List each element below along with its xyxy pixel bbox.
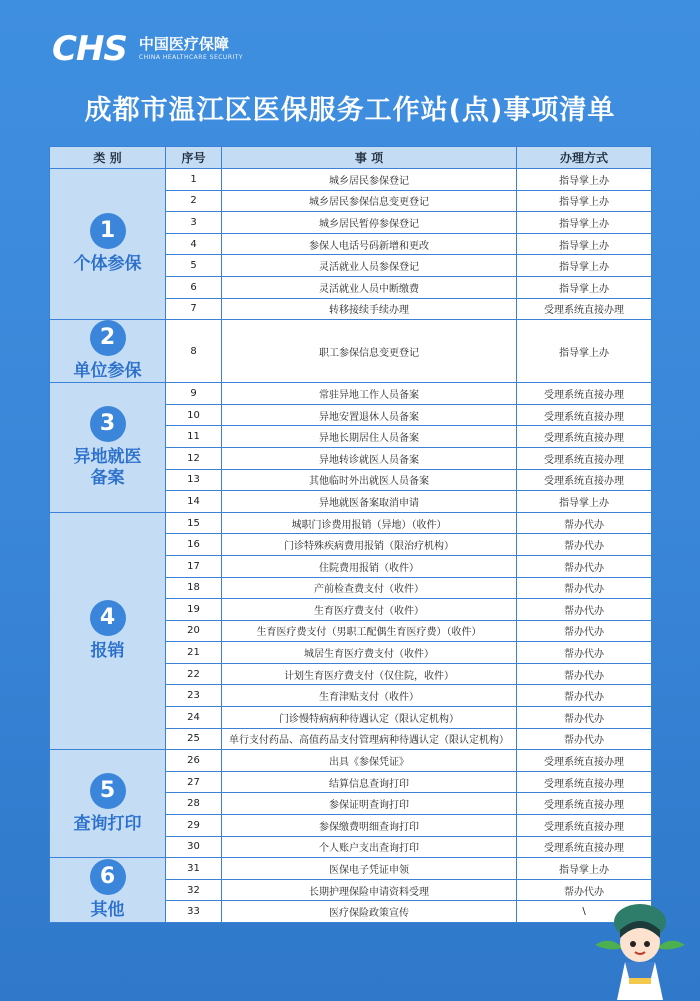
service-list-table-container — [49, 146, 651, 923]
row-number-cell: 4 — [166, 233, 222, 255]
category-cell — [50, 858, 166, 923]
category-number-badge: 6 — [90, 859, 126, 895]
row-number-cell: 22 — [166, 663, 222, 685]
method-cell: 帮办代办 — [517, 555, 652, 577]
item-cell: 住院费用报销（收件） — [222, 555, 517, 577]
item-cell: 其他临时外出就医人员备案 — [222, 469, 517, 491]
table-row — [50, 858, 652, 880]
row-number-cell: 26 — [166, 750, 222, 772]
table-row — [50, 512, 652, 534]
category-label: 其他 — [90, 900, 125, 921]
category-number-badge: 2 — [90, 320, 126, 356]
item-cell: 长期护理保险申请资料受理 — [222, 879, 517, 901]
row-number-cell: 8 — [166, 320, 222, 383]
row-number-cell: 24 — [166, 707, 222, 729]
method-cell: 指导掌上办 — [517, 255, 652, 277]
row-number-cell: 21 — [166, 642, 222, 664]
item-cell: 城乡居民暂停参保登记 — [222, 212, 517, 234]
item-cell: 灵活就业人员中断缴费 — [222, 276, 517, 298]
category-cell — [50, 512, 166, 750]
category-label: 备案 — [90, 467, 125, 488]
row-number-cell: 10 — [166, 404, 222, 426]
row-number-cell: 5 — [166, 255, 222, 277]
method-cell: 指导掌上办 — [517, 320, 652, 383]
category-label: 查询打印 — [73, 813, 142, 834]
table-row — [50, 750, 652, 772]
row-number-cell: 28 — [166, 793, 222, 815]
row-number-cell: 31 — [166, 858, 222, 880]
method-cell: 受理系统直接办理 — [517, 469, 652, 491]
column-header-category: 类 别 — [50, 147, 166, 169]
table-row — [50, 169, 652, 191]
item-cell: 医疗保险政策宣传 — [222, 901, 517, 923]
item-cell: 生育津贴支付（收件） — [222, 685, 517, 707]
item-cell: 异地就医备案取消申请 — [222, 491, 517, 513]
row-number-cell: 27 — [166, 771, 222, 793]
row-number-cell: 2 — [166, 190, 222, 212]
row-number-cell: 1 — [166, 169, 222, 191]
page-title: 成都市温江区医保服务工作站(点)事项清单 — [84, 95, 616, 126]
method-cell: 受理系统直接办理 — [517, 404, 652, 426]
category-number-badge: 5 — [90, 773, 126, 809]
method-cell: 受理系统直接办理 — [517, 426, 652, 448]
logo-english-name: CHINA HEALTHCARE SECURITY — [138, 54, 244, 61]
category-cell — [50, 320, 166, 383]
row-number-cell: 17 — [166, 555, 222, 577]
row-number-cell: 11 — [166, 426, 222, 448]
logo-chinese-name: 中国医疗保障 — [138, 35, 229, 53]
row-number-cell: 3 — [166, 212, 222, 234]
method-cell: 受理系统直接办理 — [517, 771, 652, 793]
column-header-method: 办理方式 — [517, 147, 652, 169]
method-cell: 帮办代办 — [517, 879, 652, 901]
method-cell: 帮办代办 — [517, 642, 652, 664]
category-cell — [50, 750, 166, 858]
item-cell: 门诊慢特病病种待遇认定（限认定机构） — [222, 707, 517, 729]
method-cell: 帮办代办 — [517, 577, 652, 599]
table-body — [50, 169, 652, 923]
item-cell: 单行支付药品、高值药品支付管理病种待遇认定（限认定机构） — [222, 728, 517, 750]
table-row — [50, 320, 652, 383]
column-header-item: 事 项 — [222, 147, 517, 169]
category-label: 异地就医 — [73, 446, 142, 467]
item-cell: 结算信息查询打印 — [222, 771, 517, 793]
item-cell: 计划生育医疗费支付（仅住院，收件） — [222, 663, 517, 685]
item-cell: 参保证明查询打印 — [222, 793, 517, 815]
method-cell: \ — [517, 901, 652, 923]
category-label: 个体参保 — [73, 254, 142, 275]
logo-mark: CHS — [52, 29, 127, 69]
method-cell: 帮办代办 — [517, 663, 652, 685]
item-cell: 医保电子凭证申领 — [222, 858, 517, 880]
item-cell: 转移接续手续办理 — [222, 298, 517, 320]
method-cell: 帮办代办 — [517, 620, 652, 642]
method-cell: 指导掌上办 — [517, 190, 652, 212]
category-label: 报销 — [90, 640, 125, 661]
method-cell: 受理系统直接办理 — [517, 815, 652, 837]
row-number-cell: 13 — [166, 469, 222, 491]
item-cell: 城职门诊费用报销（异地）（收件） — [222, 512, 517, 534]
row-number-cell: 19 — [166, 599, 222, 621]
row-number-cell: 6 — [166, 276, 222, 298]
method-cell: 受理系统直接办理 — [517, 836, 652, 858]
row-number-cell: 9 — [166, 383, 222, 405]
method-cell: 指导掌上办 — [517, 169, 652, 191]
method-cell: 帮办代办 — [517, 707, 652, 729]
row-number-cell: 29 — [166, 815, 222, 837]
method-cell: 指导掌上办 — [517, 858, 652, 880]
item-cell: 参保缴费明细查询打印 — [222, 815, 517, 837]
method-cell: 受理系统直接办理 — [517, 383, 652, 405]
method-cell: 帮办代办 — [517, 534, 652, 556]
row-number-cell: 15 — [166, 512, 222, 534]
row-number-cell: 32 — [166, 879, 222, 901]
method-cell: 受理系统直接办理 — [517, 750, 652, 772]
method-cell: 指导掌上办 — [517, 276, 652, 298]
logo-text — [139, 35, 243, 63]
method-cell: 帮办代办 — [517, 512, 652, 534]
item-cell: 异地转诊就医人员备案 — [222, 447, 517, 469]
service-list-table — [49, 146, 652, 923]
category-cell — [50, 383, 166, 513]
method-cell: 受理系统直接办理 — [517, 447, 652, 469]
item-cell: 产前检查费支付（收件） — [222, 577, 517, 599]
item-cell: 生育医疗费支付（收件） — [222, 599, 517, 621]
category-number-badge: 4 — [90, 600, 126, 636]
table-header-row — [50, 147, 652, 169]
method-cell: 指导掌上办 — [517, 212, 652, 234]
item-cell: 个人账户支出查询打印 — [222, 836, 517, 858]
mascot-figure — [585, 900, 695, 1000]
row-number-cell: 14 — [166, 491, 222, 513]
item-cell: 灵活就业人员参保登记 — [222, 255, 517, 277]
method-cell: 受理系统直接办理 — [517, 298, 652, 320]
item-cell: 城乡居民参保信息变更登记 — [222, 190, 517, 212]
row-number-cell: 18 — [166, 577, 222, 599]
item-cell: 生育医疗费支付（男职工配偶生育医疗费）（收件） — [222, 620, 517, 642]
row-number-cell: 16 — [166, 534, 222, 556]
category-label: 单位参保 — [73, 361, 142, 382]
item-cell: 异地长期居住人员备案 — [222, 426, 517, 448]
item-cell: 门诊特殊疾病费用报销（限治疗机构） — [222, 534, 517, 556]
category-number-badge: 3 — [90, 406, 126, 442]
item-cell: 异地安置退休人员备案 — [222, 404, 517, 426]
method-cell: 帮办代办 — [517, 685, 652, 707]
table-row — [50, 383, 652, 405]
method-cell: 受理系统直接办理 — [517, 793, 652, 815]
method-cell: 帮办代办 — [517, 728, 652, 750]
item-cell: 常驻异地工作人员备案 — [222, 383, 517, 405]
chs-logo — [52, 30, 243, 68]
row-number-cell: 25 — [166, 728, 222, 750]
row-number-cell: 7 — [166, 298, 222, 320]
row-number-cell: 30 — [166, 836, 222, 858]
method-cell: 指导掌上办 — [517, 491, 652, 513]
row-number-cell: 33 — [166, 901, 222, 923]
item-cell: 职工参保信息变更登记 — [222, 320, 517, 383]
item-cell: 参保人电话号码新增和更改 — [222, 233, 517, 255]
category-number-badge: 1 — [90, 213, 126, 249]
method-cell: 帮办代办 — [517, 599, 652, 621]
row-number-cell: 23 — [166, 685, 222, 707]
item-cell: 城居生育医疗费支付（收件） — [222, 642, 517, 664]
row-number-cell: 12 — [166, 447, 222, 469]
column-header-number: 序号 — [166, 147, 222, 169]
row-number-cell: 20 — [166, 620, 222, 642]
item-cell: 出具《参保凭证》 — [222, 750, 517, 772]
method-cell: 指导掌上办 — [517, 233, 652, 255]
item-cell: 城乡居民参保登记 — [222, 169, 517, 191]
category-cell — [50, 169, 166, 320]
